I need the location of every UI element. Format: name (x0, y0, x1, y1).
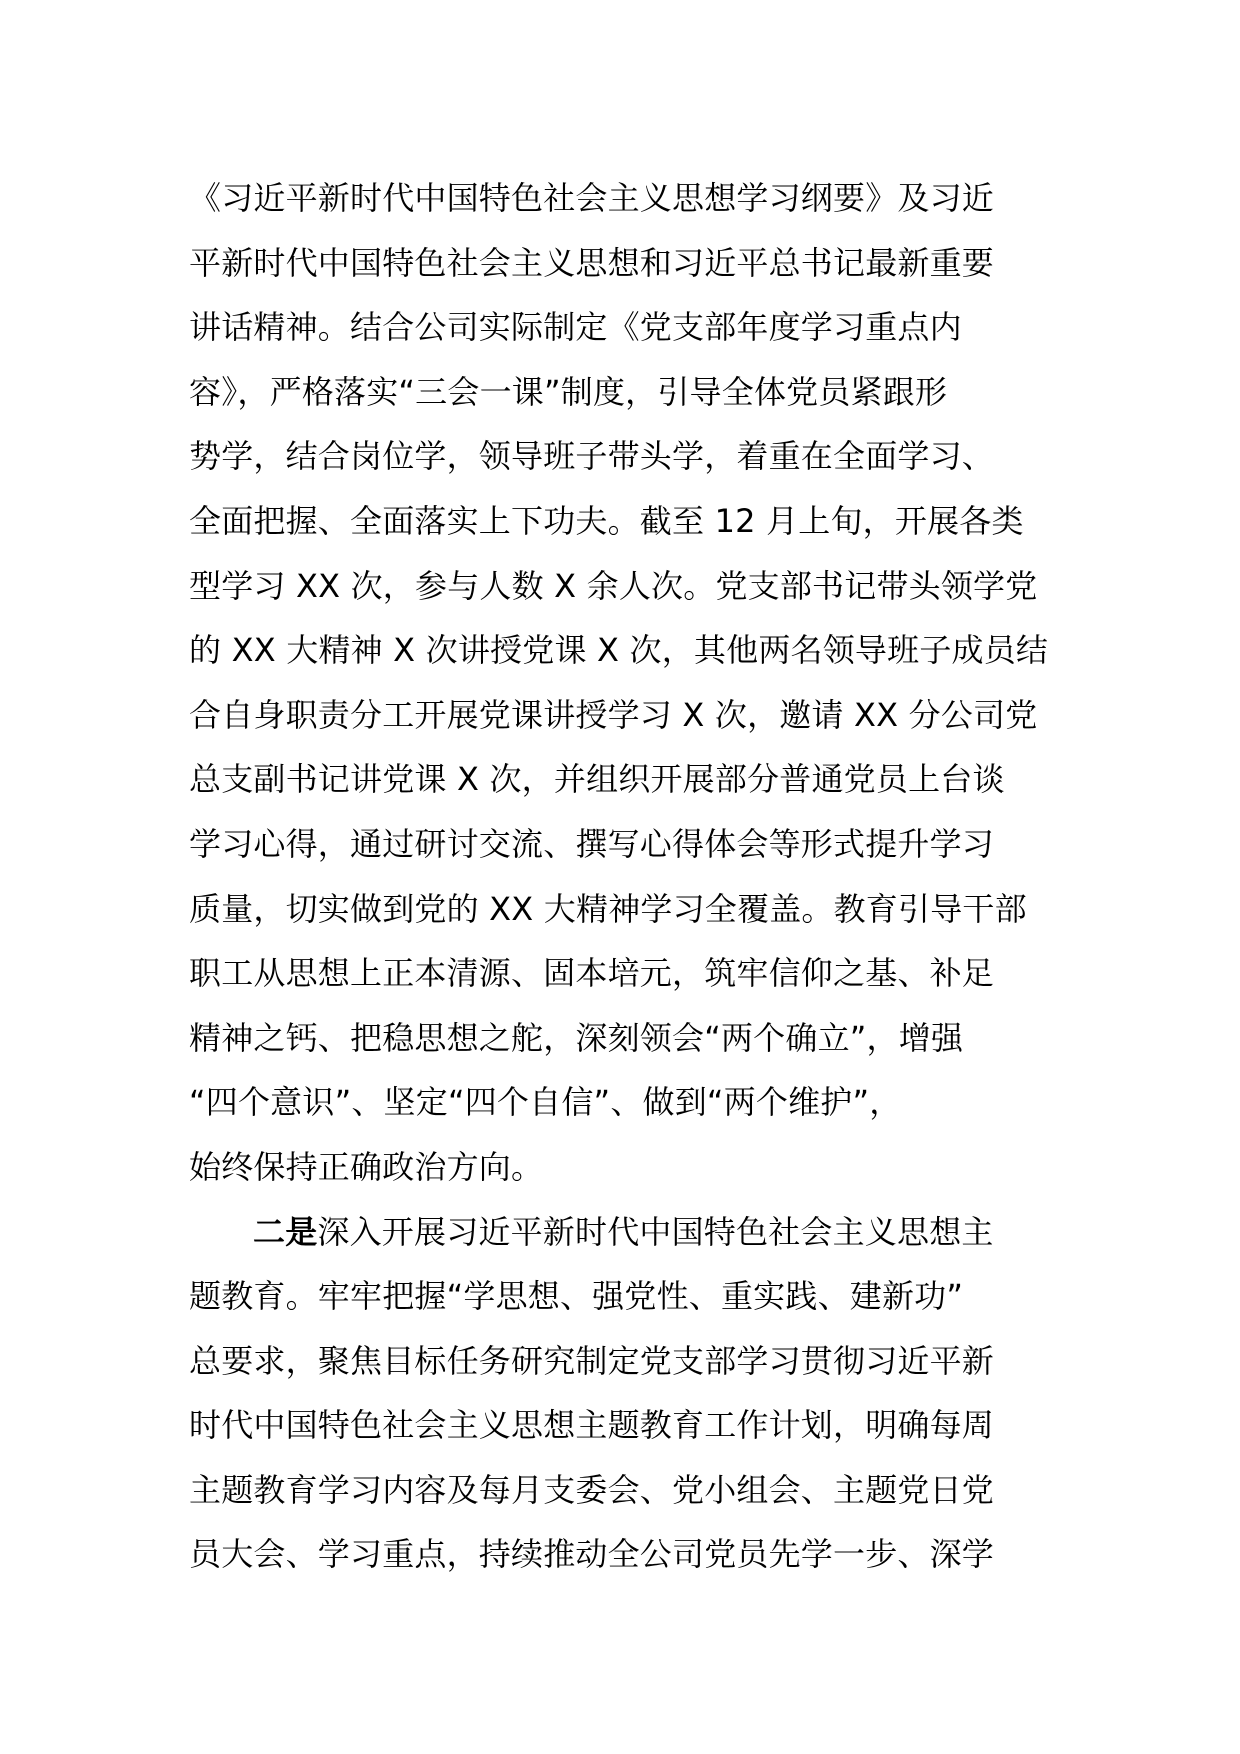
paragraph-2-first-line (189, 1200, 1069, 1265)
paragraph-line: 时代中国特色社会主义思想主题教育工作计划，明确每周 (189, 1406, 995, 1445)
paragraph-line: 学习心得，通过研讨交流、撰写心得体会等形式提升学习 (189, 824, 995, 863)
paragraph-2-lead: 二是 (253, 1212, 318, 1251)
document-body (189, 166, 1069, 1587)
paragraph-line: 势学，结合岗位学，领导班子带头学，着重在全面学习、 (189, 437, 995, 476)
paragraph-line: 总要求，聚焦目标任务研究制定党支部学习贯彻习近平新 (189, 1341, 995, 1380)
paragraph-line: 主题教育学习内容及每月支委会、党小组会、主题党日党 (189, 1470, 995, 1509)
paragraph-2-first-text: 深入开展习近平新时代中国特色社会主义思想主 (317, 1212, 994, 1251)
paragraph-line: 型学习 XX 次，参与人数 X 余人次。党支部书记带头领学党 (189, 566, 1038, 605)
paragraph-line: 容》，严格落实“三会一课”制度，引导全体党员紧跟形 (189, 372, 948, 411)
paragraph-line: 的 XX 大精神 X 次讲授党课 X 次，其他两名领导班子成员结 (189, 631, 1049, 670)
paragraph-line: 讲话精神。结合公司实际制定《党支部年度学习重点内 (189, 308, 962, 347)
paragraph-line: 精神之钙、把稳思想之舵，深刻领会“两个确立”，增强 (189, 1018, 964, 1057)
paragraph-line: 全面把握、全面落实上下功夫。截至 12 月上旬，开展各类 (189, 501, 1024, 540)
paragraph-line: 平新时代中国特色社会主义思想和习近平总书记最新重要 (189, 243, 995, 282)
paragraph-line: 始终保持正确政治方向。 (189, 1147, 544, 1186)
paragraph-line: 题教育。牢牢把握“学思想、强党性、重实践、建新功” (189, 1277, 964, 1316)
paragraph-line: 员大会、学习重点，持续推动全公司党员先学一步、深学 (189, 1535, 995, 1574)
paragraph-line: 总支副书记讲党课 X 次，并组织开展部分普通党员上台谈 (189, 760, 1005, 799)
paragraph-line: 职工从思想上正本清源、固本培元，筑牢信仰之基、补足 (189, 954, 995, 993)
paragraph-line: 合自身职责分工开展党课讲授学习 X 次，邀请 XX 分公司党 (189, 695, 1038, 734)
paragraph-line: “四个意识”、坚定“四个自信”、做到“两个维护”， (189, 1083, 902, 1122)
paragraph-line: 质量，切实做到党的 XX 大精神学习全覆盖。教育引导干部 (189, 889, 1027, 928)
paragraph-line: 《习近平新时代中国特色社会主义思想学习纲要》及习近 (189, 179, 995, 217)
